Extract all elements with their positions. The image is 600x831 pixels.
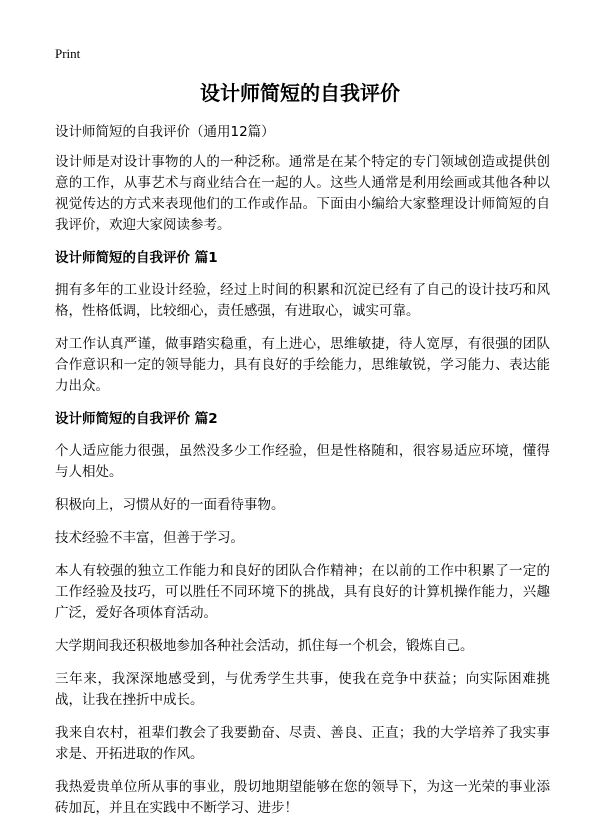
section-2-paragraph-8: 我热爱贵单位所从事的事业，殷切地期望能够在您的领导下，为这一光荣的事业添砖加瓦，并且在实践中不断学习、进步！ [55, 779, 550, 816]
print-link[interactable]: Print [55, 46, 81, 61]
document-subtitle: 设计师简短的自我评价（通用12篇） [55, 124, 275, 140]
page-title: 设计师简短的自我评价 [200, 81, 400, 105]
section-1-paragraph-2: 对工作认真严谨，做事踏实稳重，有上进心，思维敏捷，待人宽厚，有很强的团队合作意识和一定的领导能力，具有良好的手绘能力，思维敏锐，学习能力、表达能力出众。 [55, 336, 550, 394]
section-2-paragraph-5: 大学期间我还积极地参加各种社会活动，抓住每一个机会，锻炼自己。 [55, 638, 474, 654]
section-2-paragraph-4: 本人有较强的独立工作能力和良好的团队合作精神；在以前的工作中积累了一定的工作经验及技巧，可以胜任不同环境下的挑战，具有良好的计算机操作能力，兴趣广泛，爱好各项体育活动。 [55, 563, 550, 621]
section-2-paragraph-1: 个人适应能力很强，虽然没多少工作经验，但是性格随和，很容易适应环境，懂得与人相处。 [55, 443, 550, 480]
section-2-paragraph-3: 技术经验不丰富，但善于学习。 [55, 530, 244, 546]
section-2-paragraph-6: 三年来，我深深地感受到，与优秀学生共事，使我在竞争中获益；向实际困难挑战，让我在挫折中成长。 [55, 671, 550, 708]
section-1-paragraph-1: 拥有多年的工业设计经验，经过上时间的积累和沉淀已经有了自己的设计技巧和风格，性格低调，比较细心，责任感强，有进取心，诚实可靠。 [55, 282, 550, 319]
document-body [55, 122, 550, 831]
intro-paragraph: 设计师是对设计事物的人的一种泛称。通常是在某个特定的专门领域创造或提供创意的工作，从事艺术与商业结合在一起的人。这些人通常是利用绘画或其他各种以视觉传达的方式来表现他们的工作或作品。下面由小编给大家整理设计师简短的自我评价，欢迎大家阅读参考。 [55, 154, 550, 233]
section-2-paragraph-2: 积极向上，习惯从好的一面看待事物。 [55, 497, 285, 513]
section-heading-2: 设计师简短的自我评价 篇2 [55, 411, 218, 427]
section-heading-1: 设计师简短的自我评价 篇1 [55, 250, 218, 266]
section-2-paragraph-7: 我来自农村，祖辈们教会了我要勤奋、尽责、善良、正直；我的大学培养了我实事求是、开拓进取的作风。 [55, 725, 550, 762]
